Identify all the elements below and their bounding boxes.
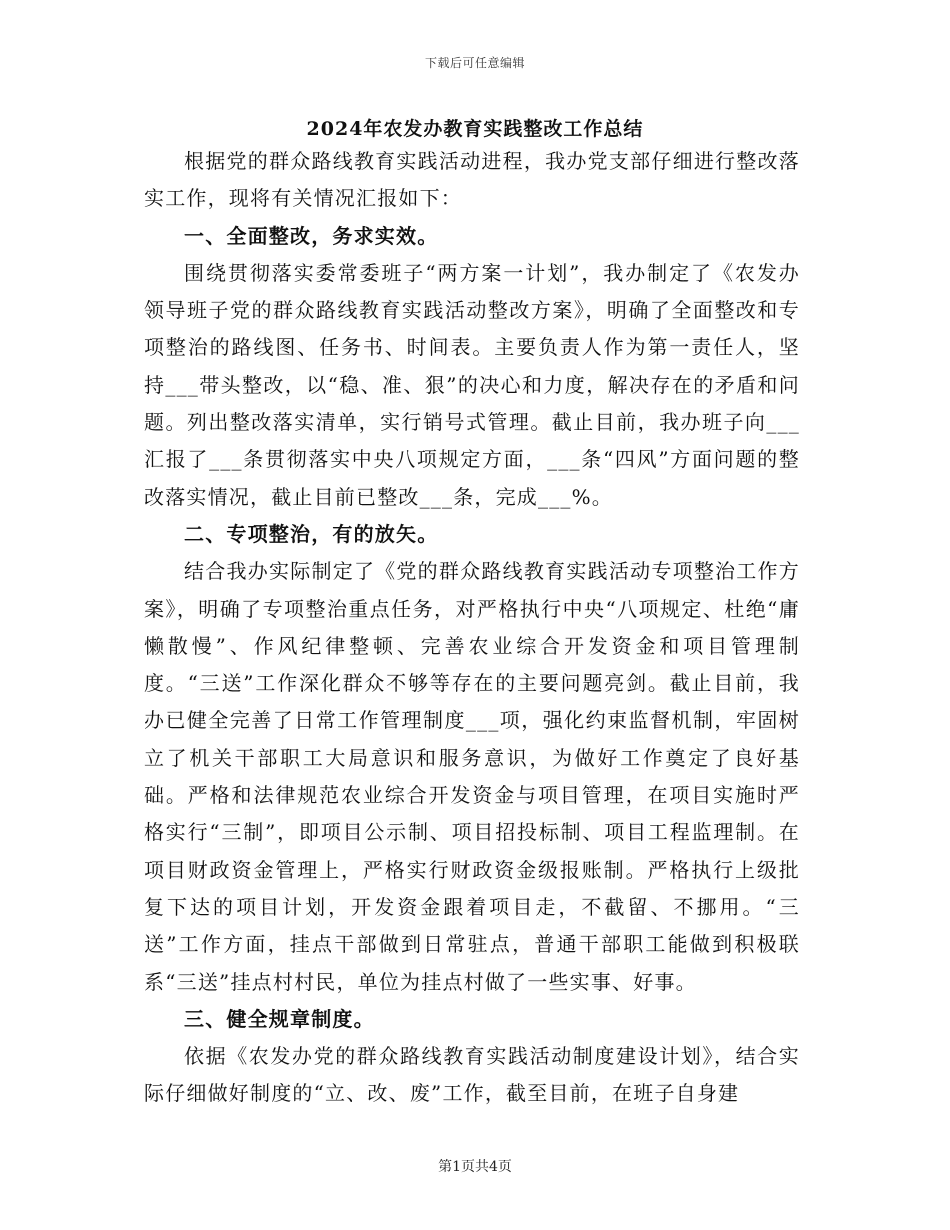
page-footer: 第1页共4页 [438,1159,512,1175]
intro-paragraph: 根据党的群众路线教育实践活动进程，我办党支部仔细进行整改落实工作，现将有关情况汇报如下： [144,149,800,211]
section-heading-2: 二、专项整治，有的放矢。 [184,521,439,546]
document-title: 2024年农发办教育实践整改工作总结 [306,118,644,140]
section-heading-1: 一、全面整改，务求实效。 [184,223,439,248]
section-paragraph-1: 围绕贯彻落实委常委班子“两方案一计划”，我办制定了《农发办领导班子党的群众路线教育实践活动整改方案》，明确了全面整改和专项整治的路线图、任务书、时间表。主要负责人作为第一责任人，坚持___带头整改，以“稳、准、狠”的决心和力度，解决存在的矛盾和问题。列出整改落实清单，实行销号式管理。截止目前，我办班子向___汇报了___条贯彻落实中央八项规定方面，___条“四风”方面问题的整改落实情况，截止目前已整改___条，完成___%。 [144,260,800,509]
document-body [144,143,800,1113]
header-note: 下载后可任意编辑 [424,56,525,70]
section-paragraph-2: 结合我办实际制定了《党的群众路线教育实践活动专项整治工作方案》，明确了专项整治重点任务，对严格执行中央“八项规定、杜绝“庸懒散慢”、作风纪律整顿、完善农业综合开发资金和项目管理制度。“三送”工作深化群众不够等存在的主要问题亮剑。截止目前，我办已健全完善了日常工作管理制度___项，强化约束监督机制，牢固树立了机关干部职工大局意识和服务意识，为做好工作奠定了良好基础。严格和法律规范农业综合开发资金与项目管理，在项目实施时严格实行“三制”，即项目公示制、项目招投标制、项目工程监理制。在项目财政资金管理上，严格实行财政资金级报账制。严格执行上级批复下达的项目计划，开发资金跟着项目走，不截留、不挪用。“三送”工作方面，挂点干部做到日常驻点，普通干部职工能做到积极联系“三送”挂点村村民，单位为挂点村做了一些实事、好事。 [144,559,800,994]
section-heading-3: 三、健全规章制度。 [184,1006,375,1031]
section-paragraph-3: 依据《农发办党的群众路线教育实践活动制度建设计划》，结合实际仔细做好制度的“立、改、废”工作，截至目前，在班子自身建 [144,1044,800,1106]
